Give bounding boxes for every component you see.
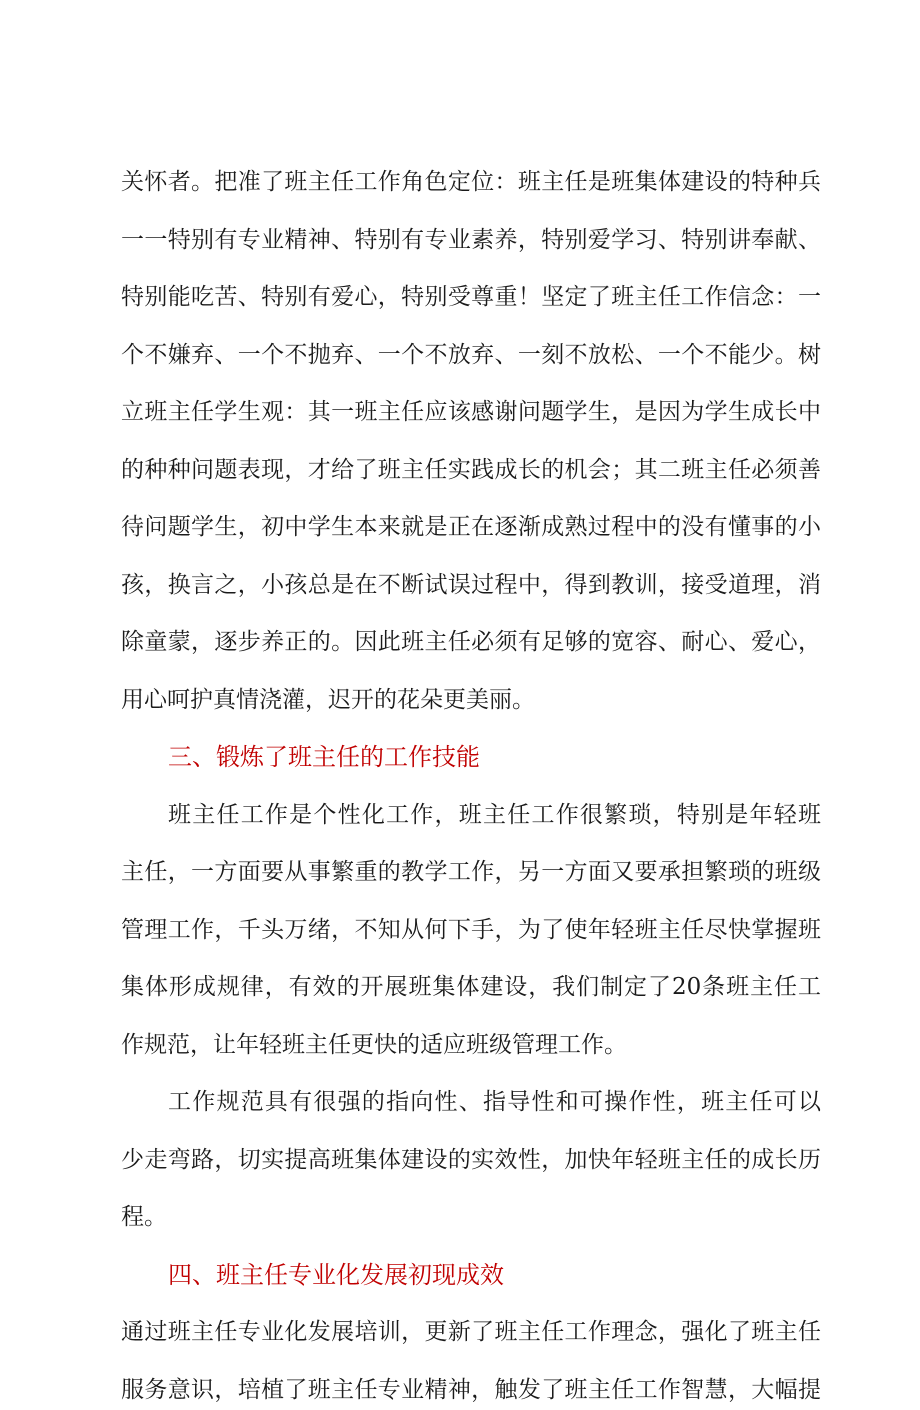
paragraph-line: 除童蒙，逐步养正的。因此班主任必须有足够的宽容、耐心、爱心，: [121, 629, 821, 655]
paragraph-line: 关怀者。把准了班主任工作角色定位：班主任是班集体建设的特种兵: [121, 169, 821, 195]
paragraph-line: 立班主任学生观：其一班主任应该感谢问题学生，是因为学生成长中: [121, 399, 821, 425]
paragraph-line: 主任，一方面要从事繁重的教学工作，另一方面又要承担繁琐的班级: [121, 859, 821, 885]
paragraph-line: 孩，换言之，小孩总是在不断试误过程中，得到教训，接受道理，消: [121, 572, 821, 598]
section-heading-4: 四、班主任专业化发展初现成效: [168, 1261, 504, 1289]
paragraph-line: 少走弯路，切实提高班集体建设的实效性，加快年轻班主任的成长历: [121, 1147, 821, 1173]
paragraph-line: 服务意识，培植了班主任专业精神，触发了班主任工作智慧，大幅提: [121, 1377, 821, 1403]
section-heading-3: 三、锻炼了班主任的工作技能: [168, 743, 480, 771]
paragraph-line: 一一特别有专业精神、特别有专业素养，特别爱学习、特别讲奉献、: [121, 227, 821, 253]
paragraph-line: 特别能吃苦、特别有爱心，特别受尊重！坚定了班主任工作信念：一: [121, 284, 821, 310]
paragraph-line: 集体形成规律，有效的开展班集体建设，我们制定了20条班主任工: [121, 974, 821, 1000]
paragraph-line: 通过班主任专业化发展培训，更新了班主任工作理念，强化了班主任: [121, 1319, 821, 1345]
paragraph-line: 程。: [121, 1204, 167, 1230]
paragraph-line: 个不嫌弃、一个不抛弃、一个不放弃、一刻不放松、一个不能少。树: [121, 342, 821, 368]
paragraph-line: 的种种问题表现，才给了班主任实践成长的机会；其二班主任必须善: [121, 457, 821, 483]
paragraph-line: 待问题学生，初中学生本来就是正在逐渐成熟过程中的没有懂事的小: [121, 514, 821, 540]
paragraph-line: 作规范，让年轻班主任更快的适应班级管理工作。: [121, 1032, 627, 1058]
paragraph-line: 管理工作，千头万绪，不知从何下手，为了使年轻班主任尽快掌握班: [121, 917, 821, 943]
paragraph-line: 工作规范具有很强的指向性、指导性和可操作性，班主任可以: [168, 1089, 821, 1115]
paragraph-line: 班主任工作是个性化工作，班主任工作很繁琐，特别是年轻班: [168, 802, 821, 828]
paragraph-line: 用心呵护真情浇灌，迟开的花朵更美丽。: [121, 687, 535, 713]
